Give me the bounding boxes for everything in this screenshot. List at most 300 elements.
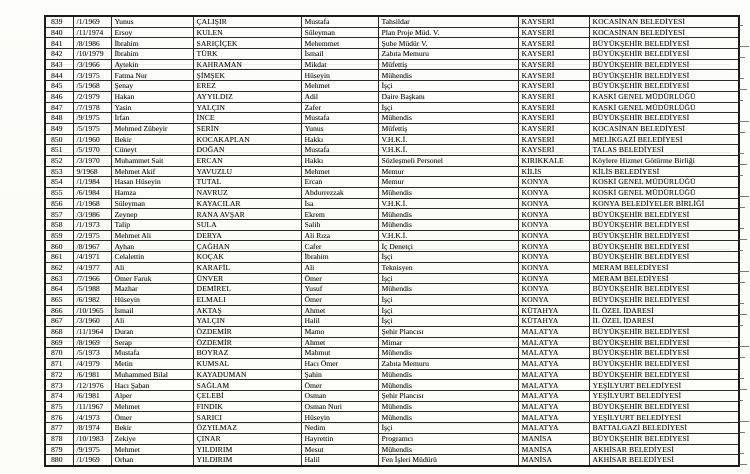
cell-city: KAYSERİ bbox=[518, 91, 589, 102]
cell-city: KAYSERİ bbox=[518, 49, 589, 60]
cell-city: KAYSERİ bbox=[518, 102, 589, 113]
cell-no: 839 bbox=[45, 16, 73, 27]
table-row bbox=[45, 166, 739, 177]
cell-birth-date: /1/1960 bbox=[73, 134, 111, 145]
scan-edge-dash bbox=[739, 314, 747, 315]
cell-city: KONYA bbox=[518, 188, 589, 199]
cell-birth-date: /3/1970 bbox=[73, 155, 111, 166]
cell-title: Mühendis bbox=[378, 70, 518, 81]
cell-title: İşçi bbox=[378, 294, 518, 305]
table-row bbox=[45, 177, 739, 188]
cell-last-name: YILDIRIM bbox=[193, 455, 301, 466]
cell-no: 851 bbox=[45, 145, 73, 156]
cell-first-name: Hamza bbox=[111, 188, 193, 199]
table-row bbox=[45, 188, 739, 199]
table-row bbox=[45, 134, 739, 145]
cell-father-name: Hacı Ömer bbox=[301, 359, 378, 370]
scan-edge-dash bbox=[739, 271, 749, 272]
table-row bbox=[45, 70, 739, 81]
cell-father-name: Mamo bbox=[301, 326, 378, 337]
cell-father-name: Zafer bbox=[301, 102, 378, 113]
cell-organization: BÜYÜKŞEHİR BELEDİYESİ bbox=[589, 359, 739, 370]
cell-city: KONYA bbox=[518, 209, 589, 220]
cell-city: MALATYA bbox=[518, 326, 589, 337]
cell-no: 843 bbox=[45, 59, 73, 70]
cell-organization: MELİKGAZİ BELEDİYESİ bbox=[589, 134, 739, 145]
cell-birth-date: /5/1970 bbox=[73, 145, 111, 156]
cell-first-name: Bekir bbox=[111, 423, 193, 434]
table-row bbox=[45, 16, 739, 27]
cell-father-name: Mahmut bbox=[301, 348, 378, 359]
cell-father-name: Ali Rıza bbox=[301, 230, 378, 241]
cell-birth-date: /12/1976 bbox=[73, 380, 111, 391]
cell-father-name: Ömer bbox=[301, 294, 378, 305]
cell-first-name: Muhammed Bilal bbox=[111, 369, 193, 380]
cell-birth-date: /8/1974 bbox=[73, 423, 111, 434]
cell-no: 856 bbox=[45, 198, 73, 209]
cell-title: Şube Müdür V. bbox=[378, 38, 518, 49]
cell-title: Sözleşmeli Personel bbox=[378, 155, 518, 166]
cell-city: KONYA bbox=[518, 294, 589, 305]
scan-edge-dash bbox=[739, 464, 747, 465]
cell-organization: KASKİ GENEL MÜDÜRLÜĞÜ bbox=[589, 91, 739, 102]
table-row bbox=[45, 81, 739, 92]
cell-first-name: Celalettin bbox=[111, 252, 193, 263]
cell-no: 844 bbox=[45, 70, 73, 81]
cell-organization: BÜYÜKŞEHİR BELEDİYESİ bbox=[589, 209, 739, 220]
cell-organization: BÜYÜKŞEHİR BELEDİYESİ bbox=[589, 230, 739, 241]
cell-father-name: Mehmet bbox=[301, 166, 378, 177]
cell-father-name: Halil bbox=[301, 316, 378, 327]
cell-last-name: FINDIK bbox=[193, 401, 301, 412]
cell-father-name: Salih bbox=[301, 220, 378, 231]
cell-last-name: SULA bbox=[193, 220, 301, 231]
cell-first-name: İsmail bbox=[111, 305, 193, 316]
cell-birth-date: /6/1984 bbox=[73, 188, 111, 199]
scan-edge-dash bbox=[739, 207, 745, 208]
cell-title: Daire Başkanı bbox=[378, 91, 518, 102]
cell-no: 848 bbox=[45, 113, 73, 124]
cell-organization: İL ÖZEL İDARESİ bbox=[589, 316, 739, 327]
cell-first-name: Ali bbox=[111, 316, 193, 327]
cell-birth-date: /6/1981 bbox=[73, 391, 111, 402]
cell-first-name: Serap bbox=[111, 337, 193, 348]
cell-father-name: Mustafa bbox=[301, 16, 378, 27]
cell-city: KÜTAHYA bbox=[518, 305, 589, 316]
cell-father-name: Adil bbox=[301, 91, 378, 102]
cell-first-name: Ersoy bbox=[111, 27, 193, 38]
cell-title: İşçi bbox=[378, 81, 518, 92]
cell-father-name: Ekrem bbox=[301, 209, 378, 220]
scan-edge-dash bbox=[739, 453, 744, 454]
cell-first-name: Mehmet bbox=[111, 444, 193, 455]
cell-city: KONYA bbox=[518, 241, 589, 252]
cell-title: Plan Proje Müd. V. bbox=[378, 27, 518, 38]
scan-edge-dash bbox=[739, 132, 745, 133]
table-row bbox=[45, 369, 739, 380]
cell-first-name: Hacı Şaban bbox=[111, 380, 193, 391]
scan-edge-dash bbox=[739, 153, 744, 154]
cell-title: Mühendis bbox=[378, 444, 518, 455]
cell-father-name: Ahmet bbox=[301, 337, 378, 348]
cell-birth-date: /8/1986 bbox=[73, 38, 111, 49]
cell-title: Zabıta Memuru bbox=[378, 49, 518, 60]
cell-organization: BÜYÜKŞEHİR BELEDİYESİ bbox=[589, 294, 739, 305]
cell-father-name: Nedim bbox=[301, 423, 378, 434]
cell-birth-date: /1/1969 bbox=[73, 16, 111, 27]
cell-city: KAYSERİ bbox=[518, 123, 589, 134]
scan-edge-dash bbox=[739, 57, 745, 58]
cell-city: KAYSERİ bbox=[518, 16, 589, 27]
cell-title: Tahsildar bbox=[378, 16, 518, 27]
table-row bbox=[45, 262, 739, 273]
cell-city: MALATYA bbox=[518, 369, 589, 380]
cell-no: 880 bbox=[45, 455, 73, 466]
cell-city: KAYSERİ bbox=[518, 70, 589, 81]
cell-father-name: Mustafa bbox=[301, 145, 378, 156]
cell-last-name: KARAFİL bbox=[193, 262, 301, 273]
cell-father-name: İsa bbox=[301, 198, 378, 209]
cell-birth-date: /11/1964 bbox=[73, 326, 111, 337]
scan-edge-dash bbox=[739, 378, 744, 379]
table-row bbox=[45, 123, 739, 134]
cell-first-name: Orhan bbox=[111, 455, 193, 466]
cell-city: MALATYA bbox=[518, 423, 589, 434]
cell-city: MANİSA bbox=[518, 433, 589, 444]
scan-edge-dash bbox=[739, 432, 745, 433]
cell-title: İşçi bbox=[378, 305, 518, 316]
cell-city: KONYA bbox=[518, 177, 589, 188]
cell-last-name: KUMSAL bbox=[193, 359, 301, 370]
table-row bbox=[45, 444, 739, 455]
cell-title: Mimar bbox=[378, 337, 518, 348]
cell-last-name: YALÇIN bbox=[193, 316, 301, 327]
scan-edge-dash bbox=[739, 100, 743, 101]
table-row bbox=[45, 294, 739, 305]
cell-birth-date: /6/1982 bbox=[73, 294, 111, 305]
cell-title: Şehir Plancısı bbox=[378, 391, 518, 402]
scan-edge-dash bbox=[739, 46, 749, 47]
cell-organization: BÜYÜKŞEHİR BELEDİYESİ bbox=[589, 326, 739, 337]
scan-edge-dash bbox=[739, 89, 747, 90]
table-row bbox=[45, 273, 739, 284]
cell-no: 862 bbox=[45, 262, 73, 273]
scan-edge-dash bbox=[739, 228, 744, 229]
cell-first-name: Talip bbox=[111, 220, 193, 231]
cell-no: 870 bbox=[45, 348, 73, 359]
table-row bbox=[45, 49, 739, 60]
cell-city: KONYA bbox=[518, 273, 589, 284]
cell-no: 867 bbox=[45, 316, 73, 327]
table-row bbox=[45, 155, 739, 166]
cell-no: 859 bbox=[45, 230, 73, 241]
cell-birth-date: /5/1975 bbox=[73, 123, 111, 134]
table-row bbox=[45, 252, 739, 263]
cell-city: KIRIKKALE bbox=[518, 155, 589, 166]
cell-title: Zabıta Memuru bbox=[378, 359, 518, 370]
scan-edge-dash bbox=[739, 389, 747, 390]
cell-organization: AKHİSAR BELEDİYESİ bbox=[589, 444, 739, 455]
cell-last-name: EREZ bbox=[193, 81, 301, 92]
cell-first-name: İbrahim bbox=[111, 38, 193, 49]
scan-edge-dash bbox=[739, 346, 749, 347]
cell-first-name: Zeynep bbox=[111, 209, 193, 220]
cell-birth-date: /1/1984 bbox=[73, 177, 111, 188]
cell-last-name: SARICI bbox=[193, 412, 301, 423]
cell-no: 840 bbox=[45, 27, 73, 38]
cell-last-name: ÇALIŞIR bbox=[193, 16, 301, 27]
cell-organization: Köylere Hizmet Götürme Birliği bbox=[589, 155, 739, 166]
cell-organization: BÜYÜKŞEHİR BELEDİYESİ bbox=[589, 433, 739, 444]
cell-title: İşçi bbox=[378, 252, 518, 263]
cell-father-name: İbrahim bbox=[301, 252, 378, 263]
personnel-table bbox=[44, 15, 740, 467]
cell-organization: YEŞİLYURT BELEDİYESİ bbox=[589, 391, 739, 402]
cell-birth-date: /2/1975 bbox=[73, 230, 111, 241]
cell-father-name: İsmail bbox=[301, 49, 378, 60]
scan-streak bbox=[60, 341, 730, 342]
cell-city: KONYA bbox=[518, 262, 589, 273]
cell-title: İşçi bbox=[378, 423, 518, 434]
cell-city: KAYSERİ bbox=[518, 134, 589, 145]
table-row bbox=[45, 401, 739, 412]
cell-city: MANİSA bbox=[518, 455, 589, 466]
cell-title: Müfettiş bbox=[378, 59, 518, 70]
cell-first-name: Alper bbox=[111, 391, 193, 402]
cell-title: Memur bbox=[378, 177, 518, 188]
cell-no: 854 bbox=[45, 177, 73, 188]
cell-title: Mühendis bbox=[378, 113, 518, 124]
cell-father-name: Hakkı bbox=[301, 134, 378, 145]
table-row bbox=[45, 391, 739, 402]
cell-last-name: SERİN bbox=[193, 123, 301, 134]
cell-father-name: Hakkı bbox=[301, 155, 378, 166]
cell-birth-date: /10/1965 bbox=[73, 305, 111, 316]
scan-edge-dash bbox=[739, 239, 747, 240]
cell-last-name: KULEN bbox=[193, 27, 301, 38]
table-row bbox=[45, 305, 739, 316]
scan-edge-dash bbox=[739, 282, 745, 283]
scan-streak bbox=[60, 249, 730, 250]
table-row bbox=[45, 209, 739, 220]
cell-city: MALATYA bbox=[518, 337, 589, 348]
scan-edge-dash bbox=[739, 78, 744, 79]
cell-father-name: Ömer bbox=[301, 273, 378, 284]
cell-organization: BÜYÜKŞEHİR BELEDİYESİ bbox=[589, 348, 739, 359]
cell-birth-date: /3/1975 bbox=[73, 70, 111, 81]
table-row bbox=[45, 380, 739, 391]
cell-no: 872 bbox=[45, 369, 73, 380]
cell-birth-date: /11/1967 bbox=[73, 401, 111, 412]
cell-city: KAYSERİ bbox=[518, 27, 589, 38]
table-row bbox=[45, 27, 739, 38]
cell-title: V.H.K.İ. bbox=[378, 134, 518, 145]
cell-birth-date: /3/1986 bbox=[73, 209, 111, 220]
cell-no: 855 bbox=[45, 188, 73, 199]
cell-organization: AKHİSAR BELEDİYESİ bbox=[589, 455, 739, 466]
cell-birth-date: /2/1979 bbox=[73, 91, 111, 102]
table-row bbox=[45, 359, 739, 370]
cell-title: Mühendis bbox=[378, 188, 518, 199]
cell-last-name: BOYRAZ bbox=[193, 348, 301, 359]
cell-last-name: ÇAĞHAN bbox=[193, 241, 301, 252]
cell-no: 858 bbox=[45, 220, 73, 231]
cell-title: Mühendis bbox=[378, 209, 518, 220]
cell-first-name: Mehmet bbox=[111, 401, 193, 412]
cell-birth-date: /7/1978 bbox=[73, 102, 111, 113]
cell-title: Müfettiş bbox=[378, 123, 518, 134]
table-row bbox=[45, 348, 739, 359]
cell-last-name: ELMALI bbox=[193, 294, 301, 305]
cell-last-name: İNCE bbox=[193, 113, 301, 124]
table-row bbox=[45, 412, 739, 423]
table-row bbox=[45, 316, 739, 327]
cell-organization: BÜYÜKŞEHİR BELEDİYESİ bbox=[589, 401, 739, 412]
cell-first-name: Süleyman bbox=[111, 198, 193, 209]
scan-edge-dash bbox=[739, 250, 743, 251]
cell-first-name: Hüseyin bbox=[111, 294, 193, 305]
cell-first-name: İrfan bbox=[111, 113, 193, 124]
cell-birth-date: /1/1968 bbox=[73, 198, 111, 209]
cell-birth-date: /1/1969 bbox=[73, 455, 111, 466]
cell-city: KAYSERİ bbox=[518, 59, 589, 70]
cell-no: 871 bbox=[45, 359, 73, 370]
scan-streak bbox=[60, 423, 730, 424]
cell-last-name: KAHRAMAN bbox=[193, 59, 301, 70]
cell-last-name: SAĞLAM bbox=[193, 380, 301, 391]
scan-edge-dash bbox=[739, 196, 749, 197]
cell-last-name: TÜRK bbox=[193, 49, 301, 60]
cell-no: 873 bbox=[45, 380, 73, 391]
cell-city: MALATYA bbox=[518, 391, 589, 402]
scan-edge-dash bbox=[739, 357, 745, 358]
cell-first-name: Mehmet Ali bbox=[111, 230, 193, 241]
cell-father-name: Hüseyin bbox=[301, 412, 378, 423]
cell-title: V.H.K.İ. bbox=[378, 230, 518, 241]
cell-birth-date: /7/1966 bbox=[73, 273, 111, 284]
cell-first-name: Ayhan bbox=[111, 241, 193, 252]
table-row bbox=[45, 284, 739, 295]
cell-no: 866 bbox=[45, 305, 73, 316]
cell-last-name: ÖZDEMİR bbox=[193, 337, 301, 348]
cell-birth-date: /4/1971 bbox=[73, 252, 111, 263]
cell-first-name: Ömer Faruk bbox=[111, 273, 193, 284]
table-row bbox=[45, 241, 739, 252]
cell-birth-date: /8/1969 bbox=[73, 337, 111, 348]
cell-last-name: YAVUZLU bbox=[193, 166, 301, 177]
cell-city: KONYA bbox=[518, 252, 589, 263]
cell-organization: BATTALGAZİ BELEDİYESİ bbox=[589, 423, 739, 434]
cell-city: MALATYA bbox=[518, 380, 589, 391]
cell-birth-date: /5/1968 bbox=[73, 81, 111, 92]
cell-birth-date: /10/1983 bbox=[73, 433, 111, 444]
cell-birth-date: /8/1967 bbox=[73, 241, 111, 252]
cell-city: MANİSA bbox=[518, 444, 589, 455]
cell-father-name: Mesut bbox=[301, 444, 378, 455]
cell-last-name: KAYADUMAN bbox=[193, 369, 301, 380]
cell-city: KÜTAHYA bbox=[518, 316, 589, 327]
cell-first-name: Yunus bbox=[111, 16, 193, 27]
cell-no: 852 bbox=[45, 155, 73, 166]
cell-city: MALATYA bbox=[518, 348, 589, 359]
cell-organization: BÜYÜKŞEHİR BELEDİYESİ bbox=[589, 284, 739, 295]
cell-first-name: Mehmed Zübeyir bbox=[111, 123, 193, 134]
scan-edge-dash bbox=[739, 121, 749, 122]
cell-last-name: YALÇIN bbox=[193, 102, 301, 113]
cell-city: KONYA bbox=[518, 198, 589, 209]
cell-last-name: SARIÇİÇEK bbox=[193, 38, 301, 49]
table-row bbox=[45, 423, 739, 434]
scan-edge-dash bbox=[739, 325, 743, 326]
cell-organization: YEŞİLYURT BELEDİYESİ bbox=[589, 380, 739, 391]
cell-no: 874 bbox=[45, 391, 73, 402]
cell-no: 879 bbox=[45, 444, 73, 455]
cell-first-name: Zekiye bbox=[111, 433, 193, 444]
cell-birth-date: /9/1975 bbox=[73, 444, 111, 455]
cell-first-name: Muhammet Sait bbox=[111, 155, 193, 166]
cell-city: KONYA bbox=[518, 230, 589, 241]
cell-city: KONYA bbox=[518, 284, 589, 295]
table-row bbox=[45, 220, 739, 231]
scan-edge-dash bbox=[739, 25, 743, 26]
cell-organization: BÜYÜKŞEHİR BELEDİYESİ bbox=[589, 49, 739, 60]
cell-first-name: Mazhar bbox=[111, 284, 193, 295]
cell-no: 845 bbox=[45, 81, 73, 92]
cell-city: MALATYA bbox=[518, 401, 589, 412]
cell-father-name: Şahin bbox=[301, 369, 378, 380]
table-row bbox=[45, 337, 739, 348]
cell-city: KİLİS bbox=[518, 166, 589, 177]
cell-organization: YEŞİLYURT BELEDİYESİ bbox=[589, 412, 739, 423]
cell-last-name: NAVRUZ bbox=[193, 188, 301, 199]
cell-father-name: Hüseyin bbox=[301, 70, 378, 81]
cell-last-name: ÖZYILMAZ bbox=[193, 423, 301, 434]
cell-no: 863 bbox=[45, 273, 73, 284]
cell-first-name: İbrahim bbox=[111, 49, 193, 60]
cell-city: KAYSERİ bbox=[518, 113, 589, 124]
cell-first-name: Yasin bbox=[111, 102, 193, 113]
cell-organization: BÜYÜKŞEHİR BELEDİYESİ bbox=[589, 38, 739, 49]
scan-edge-dash bbox=[739, 164, 747, 165]
cell-birth-date: /3/1960 bbox=[73, 316, 111, 327]
cell-birth-date: /10/1979 bbox=[73, 49, 111, 60]
cell-birth-date: /11/1974 bbox=[73, 27, 111, 38]
cell-organization: KOSKİ GENEL MÜDÜRLÜĞÜ bbox=[589, 188, 739, 199]
cell-title: Fen İşleri Müdürü bbox=[378, 455, 518, 466]
scan-streak bbox=[60, 64, 730, 65]
cell-title: Teknisyen bbox=[378, 262, 518, 273]
cell-title: İç Denetçi bbox=[378, 241, 518, 252]
cell-last-name: ERCAN bbox=[193, 155, 301, 166]
cell-birth-date: /1/1973 bbox=[73, 220, 111, 231]
cell-father-name: Süleyman bbox=[301, 27, 378, 38]
cell-father-name: Osman bbox=[301, 391, 378, 402]
table-row bbox=[45, 230, 739, 241]
cell-first-name: Şenay bbox=[111, 81, 193, 92]
cell-organization: KOSKİ GENEL MÜDÜRLÜĞÜ bbox=[589, 177, 739, 188]
cell-father-name: Mustafa bbox=[301, 113, 378, 124]
cell-father-name: Mehmet bbox=[301, 81, 378, 92]
cell-organization: BÜYÜKŞEHİR BELEDİYESİ bbox=[589, 241, 739, 252]
cell-first-name: Hasan Hüseyin bbox=[111, 177, 193, 188]
cell-no: 842 bbox=[45, 49, 73, 60]
cell-city: KAYSERİ bbox=[518, 38, 589, 49]
cell-birth-date: /4/1977 bbox=[73, 262, 111, 273]
cell-title: V.H.K.İ. bbox=[378, 198, 518, 209]
cell-organization: BÜYÜKŞEHİR BELEDİYESİ bbox=[589, 70, 739, 81]
cell-organization: KONYA BELEDİYELER BİRLİĞİ bbox=[589, 198, 739, 209]
cell-father-name: Halil bbox=[301, 455, 378, 466]
